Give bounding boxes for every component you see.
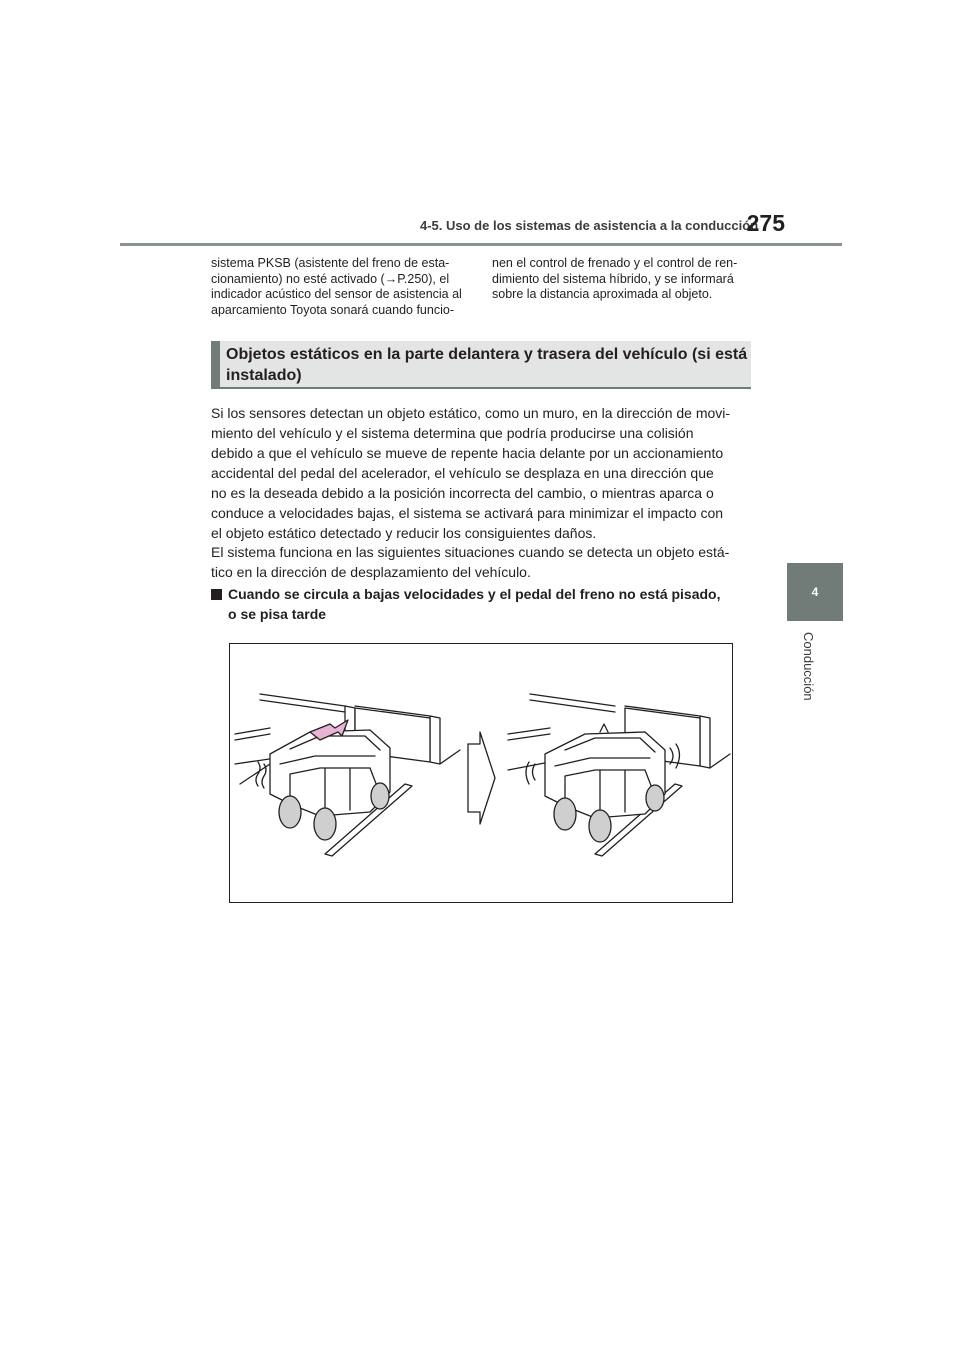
text-line: sobre la distancia aproximada al objeto. — [492, 287, 713, 301]
text-line: sistema PKSB (asistente del freno de esta- — [211, 256, 450, 270]
text-line: cionamiento) no esté activado (→P.250), el — [211, 271, 450, 286]
parking-illustration — [230, 644, 732, 902]
text-line: conduce a velocidades bajas, el sistema se activará para minimizar el impacto con — [211, 505, 724, 521]
text-line: tico en la dirección de desplazamiento del vehículo. — [211, 564, 531, 580]
section-header: 4-5. Uso de los sistemas de asistencia a la conducción — [420, 218, 759, 233]
left-column-text — [211, 256, 473, 318]
section-title-line: instalado) — [226, 367, 302, 384]
chapter-title: Conducción — [801, 632, 816, 701]
text-line: no es la deseada debido a la posición incorrecta del cambio, o mientras aparca o — [211, 485, 714, 501]
car-approaching-wall-illustration — [235, 694, 460, 856]
text-line: aparcamiento Toyota sonará cuando funcio- — [211, 302, 454, 317]
subheading — [211, 584, 751, 624]
text-line: nen el control de frenado y el control de ren- — [492, 256, 738, 270]
body-paragraph-2 — [211, 542, 751, 582]
subheading-line: o se pisa tarde — [228, 606, 327, 622]
square-bullet-icon — [211, 589, 222, 600]
subheading-line: Cuando se circula a bajas velocidades y el pedal del freno no está pisado, — [228, 586, 721, 602]
illustration-frame — [229, 643, 733, 903]
text-line: debido a que el vehículo se mueve de repente hacia delante por un accionamiento — [211, 445, 724, 461]
section-title-line: Objetos estáticos en la parte delantera y trasera del vehículo (si está — [226, 346, 748, 363]
section-title-box — [211, 341, 751, 389]
chapter-number: 4 — [811, 585, 819, 599]
text-line: indicador acústico del sensor de asistencia al — [211, 287, 462, 301]
page-number: 275 — [746, 210, 785, 236]
chapter-tab[interactable] — [787, 563, 843, 621]
text-line: el objeto estático detectado y reducir los consiguientes daños. — [211, 525, 597, 541]
text-line: dimiento del sistema híbrido, y se informará — [492, 271, 734, 286]
text-line: accidental del pedal del acelerador, el vehículo se desplaza en una dirección que — [211, 465, 714, 481]
right-column-text — [492, 256, 754, 303]
text-line: El sistema funciona en las siguientes situaciones cuando se detecta un objeto está- — [211, 544, 730, 560]
header-rule — [120, 243, 842, 246]
car-braking-illustration — [508, 694, 730, 856]
transition-arrow-icon — [468, 732, 495, 824]
text-line: miento del vehículo y el sistema determina que podría producirse una colisión — [211, 425, 694, 441]
body-paragraph-1 — [211, 403, 751, 543]
text-line: Si los sensores detectan un objeto estático, como un muro, en la dirección de movi- — [211, 405, 731, 421]
